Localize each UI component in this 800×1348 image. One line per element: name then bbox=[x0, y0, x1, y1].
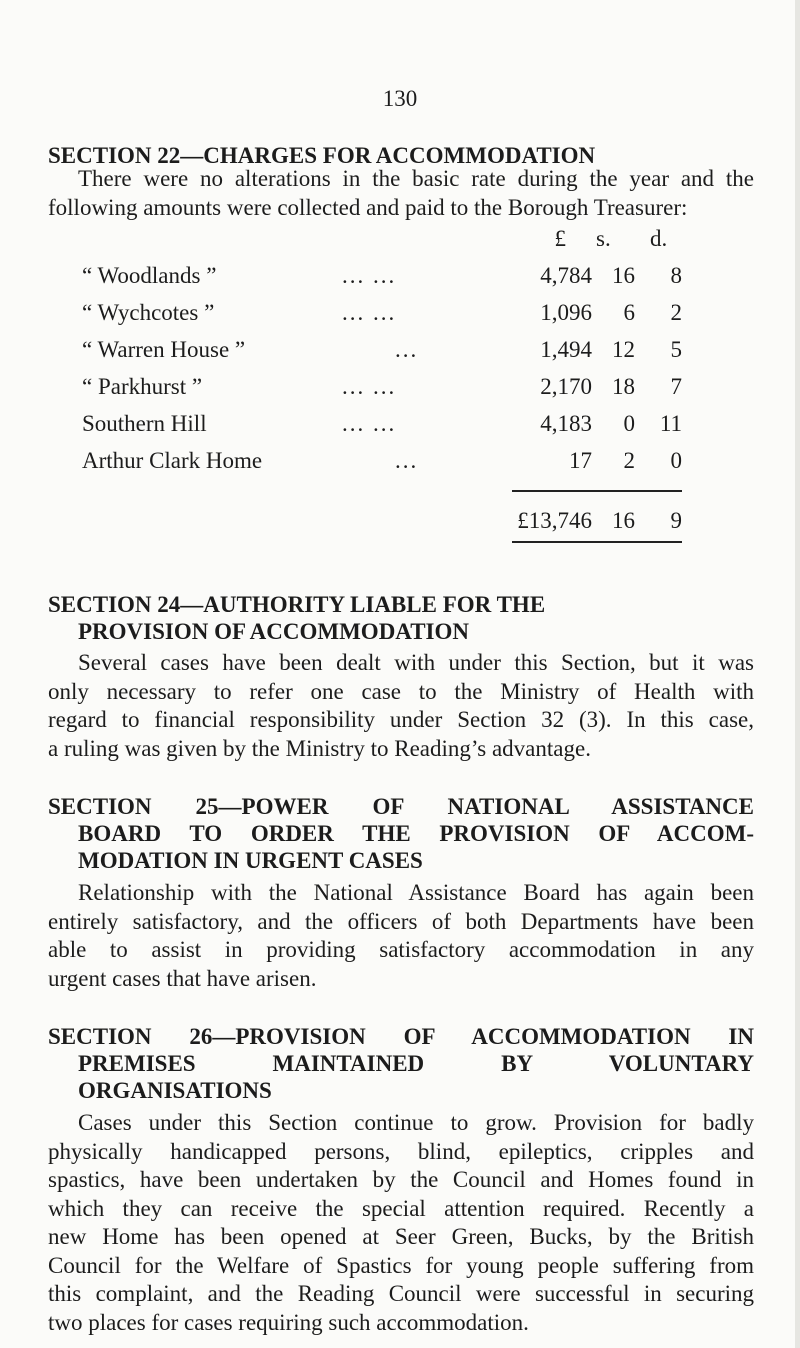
row-leader: ... bbox=[395, 337, 419, 362]
section-22-heading-text: SECTION 22—CHARGES FOR ACCOMMODATION bbox=[48, 143, 596, 168]
section-24-body-line-2: only necessary to refer one case to the Ministry of Health with bbox=[48, 678, 754, 704]
row-shillings: 18 bbox=[612, 374, 635, 399]
row-shillings: 6 bbox=[623, 300, 635, 325]
section-26-body-line-6: Council for the Welfare of Spastics for young people suffering from bbox=[48, 1252, 754, 1278]
table-row bbox=[82, 410, 682, 438]
row-shillings: 0 bbox=[623, 411, 635, 436]
row-name: “ Warren House ” bbox=[82, 337, 246, 362]
total-shillings: 16 bbox=[612, 508, 635, 533]
section-25-body-line-1: Relationship with the National Assistance Board has again been bbox=[78, 880, 754, 905]
section-26-body-line-2: physically handicapped persons, blind, epileptics, cripples and bbox=[48, 1138, 754, 1164]
column-header-pounds: £ bbox=[554, 226, 566, 251]
section-25-heading-line-1: SECTION 25—POWER OF NATIONAL ASSISTANCE bbox=[48, 794, 754, 819]
table-row bbox=[82, 262, 682, 290]
row-pounds: 4,183 bbox=[540, 411, 592, 436]
row-pounds: 1,096 bbox=[540, 300, 592, 325]
total-pounds: £13,746 bbox=[517, 508, 592, 533]
section-26-body bbox=[48, 1109, 754, 1337]
section-24-heading-line-1: SECTION 24—AUTHORITY LIABLE FOR THE bbox=[48, 592, 546, 617]
section-26-heading-line-3: ORGANISATIONS bbox=[78, 1078, 272, 1103]
section-25-heading-line-2: BOARD TO ORDER THE PROVISION OF ACCOM- bbox=[78, 821, 754, 846]
total-rule-top bbox=[512, 490, 682, 492]
section-22-intro bbox=[48, 165, 754, 222]
section-25-heading-line-3: MODATION IN URGENT CASES bbox=[78, 848, 423, 873]
row-pence: 2 bbox=[670, 300, 682, 325]
total-rule-bottom bbox=[512, 541, 682, 543]
section-22-intro-line-2: following amounts were collected and paid to the Borough Treasurer: bbox=[48, 194, 688, 220]
row-leader: ... ... bbox=[342, 411, 397, 436]
page-number: 130 bbox=[382, 86, 418, 111]
row-pounds: 1,494 bbox=[540, 337, 592, 362]
section-26-body-line-5: new Home has been opened at Seer Green, Bucks, by the British bbox=[48, 1224, 754, 1249]
section-26-heading-line-1: SECTION 26—PROVISION OF ACCOMMODATION IN bbox=[48, 1024, 754, 1049]
section-26-body-line-4: which they can receive the special attention required. Recently a bbox=[48, 1195, 754, 1221]
row-pence: 0 bbox=[670, 448, 682, 473]
section-25-body-line-2: entirely satisfactory, and the officers of both Departments have been bbox=[48, 908, 754, 934]
row-pounds: 17 bbox=[569, 448, 592, 473]
section-24-body bbox=[48, 649, 754, 763]
row-leader: ... bbox=[395, 448, 419, 473]
section-26-body-line-3: spastics, have been undertaken by the Council and Homes found in bbox=[48, 1167, 754, 1192]
row-shillings: 2 bbox=[623, 448, 635, 473]
section-24-heading bbox=[48, 591, 754, 645]
section-24-heading-line-2: PROVISION OF ACCOMMODATION bbox=[78, 619, 469, 644]
table-row bbox=[82, 336, 682, 364]
section-26-body-line-7: this complaint, and the Reading Council were successful in securing bbox=[48, 1281, 754, 1306]
row-name: Southern Hill bbox=[82, 411, 207, 436]
section-22-intro-line-1: There were no alterations in the basic rate during the year and the bbox=[78, 166, 754, 191]
section-26-heading bbox=[48, 1023, 754, 1104]
column-header-shillings: s. bbox=[596, 226, 611, 251]
row-shillings: 12 bbox=[612, 337, 635, 362]
section-26-body-line-8: two places for cases requiring such accommodation. bbox=[48, 1309, 529, 1335]
section-24-body-line-4: a ruling was given by the Ministry to Reading’s advantage. bbox=[48, 735, 591, 761]
section-25-body bbox=[48, 879, 754, 993]
row-leader: ... ... bbox=[342, 263, 397, 288]
total-row bbox=[82, 507, 682, 535]
section-24-body-line-1: Several cases have been dealt with under this Section, but it was bbox=[78, 650, 754, 675]
table-row bbox=[82, 299, 682, 327]
page-edge-shadow bbox=[795, 0, 800, 1348]
row-pounds: 4,784 bbox=[540, 263, 592, 288]
row-pence: 5 bbox=[670, 337, 682, 362]
row-pence: 7 bbox=[670, 374, 682, 399]
row-pence: 11 bbox=[659, 411, 682, 436]
row-shillings: 16 bbox=[612, 263, 635, 288]
row-name: “ Parkhurst ” bbox=[82, 374, 203, 399]
table-row bbox=[82, 447, 682, 475]
table-row bbox=[82, 373, 682, 401]
total-pence: 9 bbox=[670, 508, 682, 533]
row-leader: ... ... bbox=[342, 300, 397, 325]
section-26-heading-line-2: PREMISES MAINTAINED BY VOLUNTARY bbox=[78, 1051, 754, 1076]
section-25-body-line-3: able to assist in providing satisfactory accommodation in any bbox=[48, 937, 754, 962]
section-25-heading bbox=[48, 793, 754, 874]
row-pence: 8 bbox=[670, 263, 682, 288]
row-pounds: 2,170 bbox=[540, 374, 592, 399]
row-name: “ Wychcotes ” bbox=[82, 300, 215, 325]
section-25-body-line-4: urgent cases that have arisen. bbox=[48, 965, 317, 991]
row-name: “ Woodlands ” bbox=[82, 263, 217, 288]
section-26-body-line-1: Cases under this Section continue to grow. Provision for badly bbox=[78, 1110, 754, 1135]
row-name: Arthur Clark Home bbox=[82, 448, 263, 473]
row-leader: ... ... bbox=[342, 374, 397, 399]
section-24-body-line-3: regard to financial responsibility under Section 32 (3). In this case, bbox=[48, 707, 754, 732]
column-header-pence: d. bbox=[650, 226, 668, 251]
